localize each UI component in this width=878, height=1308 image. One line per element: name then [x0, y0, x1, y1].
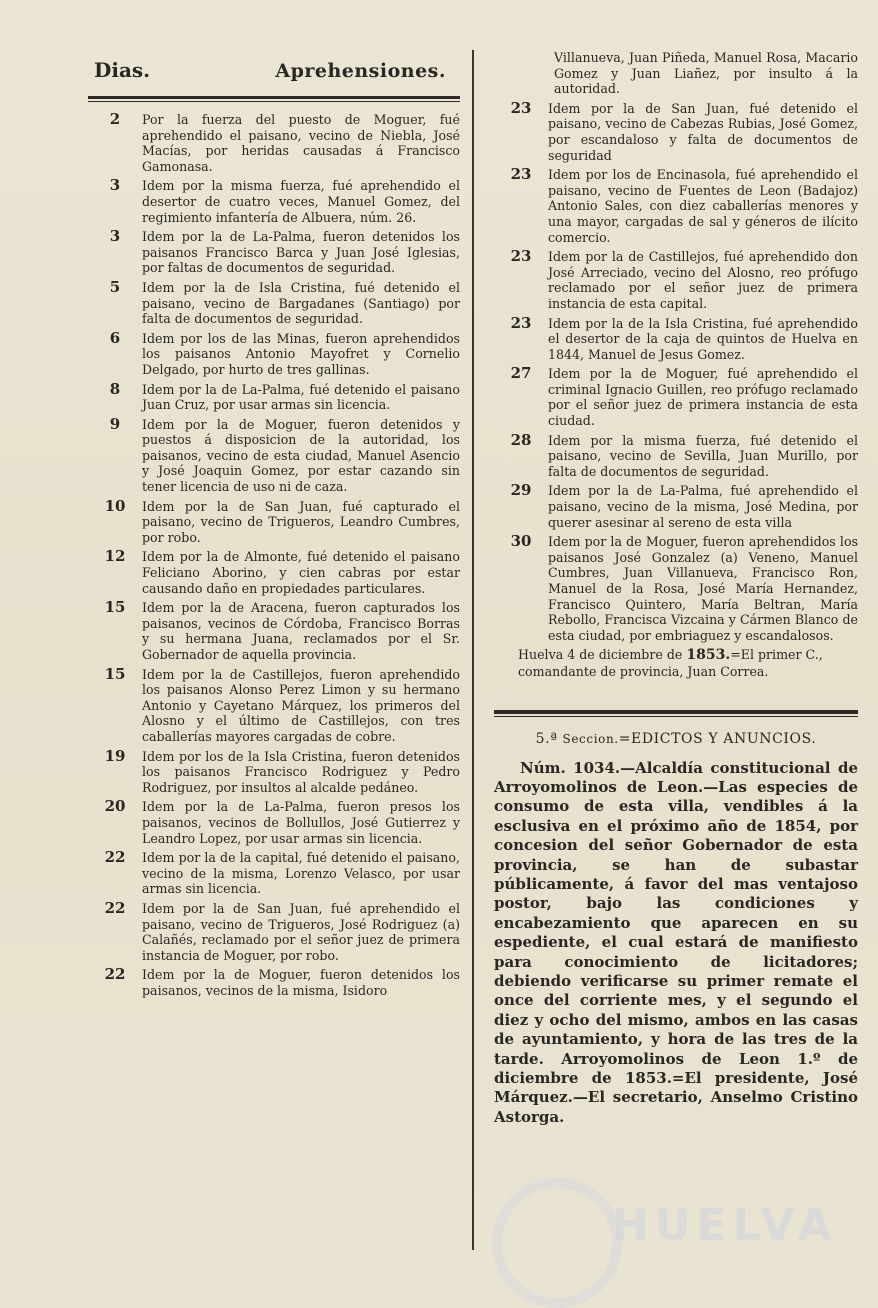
entry-text: Idem por la de Moguer, fué aprehendido el criminal Ignacio Guillen, reo prófugo reclamado por el señor juez de primera instancia de esta ciudad.	[548, 366, 858, 429]
entry-text: Idem por la de La-Palma, fueron presos los paisanos, vecinos de Bollullos, José Gutierrez y Leandro Lopez, por usar armas sin licencia.	[142, 799, 460, 846]
entry-row	[88, 178, 460, 225]
entry-row	[494, 167, 858, 245]
entry-row	[88, 277, 460, 327]
entry-row	[88, 414, 460, 495]
section-rule	[494, 710, 858, 717]
entry-row	[88, 850, 460, 897]
entry-row	[88, 112, 460, 174]
entry-day: 15	[104, 664, 126, 683]
entry-day: 22	[104, 848, 126, 867]
entry-text: Idem por la de La-Palma, fué aprehendido el paisano, vecino de la misma, José Medina, por querer asesinar al sereno de esta villa	[548, 483, 858, 530]
entry-day: 2	[109, 110, 121, 128]
entry-row	[88, 600, 460, 662]
entry-day: 15	[104, 598, 126, 617]
entry-day: 23	[510, 247, 532, 266]
entry-row	[88, 496, 460, 546]
watermark-logo-icon	[492, 1178, 622, 1308]
entry-text: Idem por la de Moguer, fueron detenidos y puestos á disposicion de la autoridad, los paisanos, vecino de esta ciudad, Manuel Asencio y José Joaquin Gomez, por estar cazando sin tener licencia de uso ni de caza.	[142, 416, 460, 495]
entry-text: Idem por la de la capital, fué detenido el paisano, vecino de la misma, Lorenzo Velasco, por usar armas sin licencia.	[142, 850, 460, 897]
entry-row	[88, 799, 460, 846]
header-rule	[88, 96, 460, 102]
entry-text: Idem por la misma fuerza, fué aprehendido el desertor de cuatro veces, Manuel Gomez, del regimiento infantería de Albuera, núm. 26.	[142, 178, 460, 225]
entry-text: Idem por los de Encinasola, fué aprehendido el paisano, vecino de Fuentes de Leon (Badajoz) Antonio Sales, con diez caballerías menores y una mayor, cargadas de sal y géneros de ilícito comercio.	[548, 167, 858, 245]
dias-heading: Dias.	[94, 58, 151, 82]
entry-text: Idem por la misma fuerza, fué detenido el paisano, vecino de Sevilla, Juan Murillo, por falta de documentos de seguridad.	[548, 432, 858, 479]
entry-row	[88, 379, 460, 413]
entry-text: Idem por los de la Isla Cristina, fueron detenidos los paisanos Francisco Rodriguez y Pedro Rodriguez, por insultos al alcalde pedáneo.	[142, 748, 460, 795]
entry-text: Idem por la de Moguer, fueron detenidos los paisanos, vecinos de la misma, Isidoro	[142, 967, 460, 998]
entry-row	[88, 746, 460, 796]
entry-text: Idem por la de la Isla Cristina, fué aprehendido el desertor de la caja de quintos de Huelva en 1844, Manuel de Jesus Gomez.	[548, 315, 858, 362]
right-entry-list	[494, 98, 858, 644]
entry-row	[494, 534, 858, 643]
entry-day: 5	[109, 277, 121, 296]
entry-day: 19	[104, 746, 126, 765]
entry-row	[88, 967, 460, 998]
notice-text: Núm. 1034.—Alcaldía constitucional de Arroyomolinos de Leon.—Las especies de consumo de esta villa, vendibles á la esclusiva en el próximo año de 1854, por concesion del señor Gobernador de esta provincia, se han de subastar públicamente, á favor del mas ventajoso postor, bajo las condiciones y encabezamiento que aparecen en su espediente, el cual estará de manifiesto para conocimiento de licitadores; debiendo verificarse su primer remate el once del corriente mes, y el segundo el diez y ocho del mismo, ambos en las casas de ayuntamiento, y hora de las tres de la tarde. Arroyomolinos de Leon 1.º de diciembre de 1853.=El presidente, José Márquez.—El secretario, Anselmo Cristino Astorga.	[494, 758, 858, 1126]
entry-row	[494, 98, 858, 163]
entry-row	[88, 229, 460, 276]
signature-date: Huelva 4 de diciembre de	[518, 647, 687, 663]
entry-row	[88, 898, 460, 963]
entry-day: 6	[109, 328, 121, 347]
section-label: Seccion.	[562, 731, 619, 746]
entry-text: Idem por la de Moguer, fueron aprehendidos los paisanos José Gonzalez (a) Veneno, Manuel Cumbres, Juan Villanueva, Francisco Ron, Manuel de la Rosa, José María Hernandez, Francisco Quintero, María Beltran, María Rebollo, Francisca Vizcaina y Cármen Blanco de esta ciudad, por embriaguez y escandalosos.	[548, 534, 858, 643]
section-heading: =EDICTOS Y ANUNCIOS.	[618, 730, 817, 747]
entry-row	[494, 249, 858, 311]
column-divider	[472, 50, 474, 1250]
left-column	[88, 50, 460, 1002]
entry-text: Idem por la de Castillejos, fué aprehendido don José Arreciado, vecino del Alosno, reo prófugo reclamado por el señor juez de primera instancia de esta capital.	[548, 249, 858, 311]
entry-day: 10	[104, 496, 126, 515]
entry-text: Idem por la de Castillejos, fueron aprehendido los paisanos Alonso Perez Limon y su hermano Antonio y Cayetano Márquez, los primeros del Alosno y el último de Castillejos, con tres caballerías mayores cargadas de cobre.	[142, 666, 460, 744]
entry-day: 23	[510, 165, 532, 184]
section-title	[494, 731, 858, 747]
entry-day: 22	[104, 898, 126, 917]
entry-day: 20	[104, 797, 126, 816]
entry-day: 28	[510, 430, 532, 449]
entry-day: 29	[510, 481, 532, 500]
signature-signer: =El primer C., comandante de provincia, Juan Correa.	[518, 647, 823, 679]
entry-row	[494, 366, 858, 428]
entry-row	[494, 483, 858, 530]
entry-row	[88, 664, 460, 745]
entry-row	[88, 328, 460, 378]
left-entry-list	[88, 112, 460, 998]
entry-day: 27	[510, 364, 532, 383]
entry-day: 3	[109, 176, 121, 195]
entry-text: Idem por la de Aracena, fueron capturados los paisanos, vecinos de Córdoba, Francisco Borras y su hermana Juana, reclamados por el Sr. Gobernador de aquella provincia.	[142, 600, 460, 662]
entry-row	[494, 430, 858, 480]
entry-text: Idem por la de San Juan, fué capturado el paisano, vecino de Trigueros, Leandro Cumbres, por robo.	[142, 498, 460, 545]
entry-text: Idem por los de las Minas, fueron aprehendidos los paisanos Antonio Mayofret y Cornelio Delgado, por hurto de tres gallinas.	[142, 330, 460, 377]
aprehensiones-heading: Aprehensiones.	[275, 60, 446, 82]
entry-text: Idem por la de La-Palma, fueron detenidos los paisanos Francisco Barca y Juan José Iglesias, por faltas de documentos de seguridad.	[142, 229, 460, 276]
entry-row	[88, 549, 460, 596]
entry-day: 8	[109, 379, 121, 398]
continued-entry: Villanueva, Juan Piñeda, Manuel Rosa, Macario Gomez y Juan Liañez, por insulto á la autoridad.	[554, 50, 858, 97]
section-number: 5.ª	[535, 730, 558, 747]
entry-day: 9	[109, 414, 121, 433]
entry-text: Por la fuerza del puesto de Moguer, fué aprehendido el paisano, vecino de Niebla, José Macías, por heridas causadas á Francisco Gamonasa.	[142, 112, 460, 174]
entry-day: 23	[510, 313, 532, 332]
entry-day: 12	[104, 547, 126, 566]
entry-text: Idem por la de Almonte, fué detenido el paisano Feliciano Aborino, y cien cabras por estar causando daño en propiedades particulares.	[142, 549, 460, 596]
entry-text: Idem por la de San Juan, fué detenido el paisano, vecino de Cabezas Rubias, José Gomez, por escandaloso y falta de documentos de seguridad	[548, 100, 858, 163]
entry-day: 30	[510, 532, 532, 551]
entry-text: Idem por la de Isla Cristina, fué detenido el paisano, vecino de Bargadanes (Santiago) por falta de documentos de seguridad.	[142, 279, 460, 327]
report-signature	[494, 647, 858, 679]
entry-row	[494, 313, 858, 363]
watermark-text: HUELVA	[612, 1200, 838, 1251]
signature-year: 1853.	[686, 647, 731, 664]
right-column	[494, 50, 858, 1127]
entry-day: 22	[104, 965, 126, 984]
entry-day: 3	[109, 227, 121, 246]
entry-text: Idem por la de La-Palma, fué detenido el paisano Juan Cruz, por usar armas sin licencia.	[142, 381, 460, 413]
column-header	[88, 50, 460, 82]
entry-text: Idem por la de San Juan, fué aprehendido el paisano, vecino de Trigueros, José Rodriguez (a) Calañés, reclamado por el señor juez de primera instancia de Moguer, por robo.	[142, 900, 460, 963]
entry-day: 23	[510, 98, 532, 117]
